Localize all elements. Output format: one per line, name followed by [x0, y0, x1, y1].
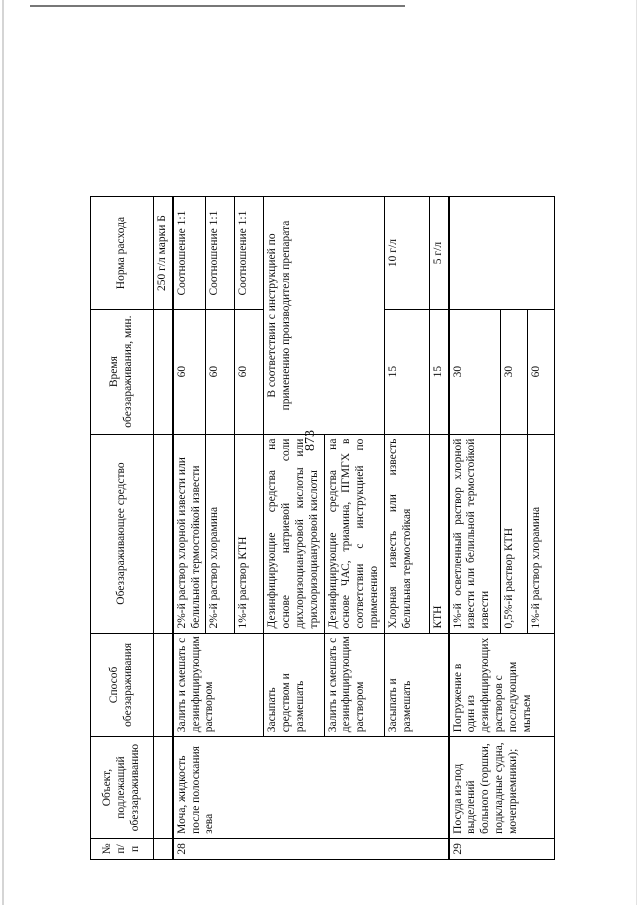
- norm-cell: Соотношение 1:1: [206, 197, 235, 309]
- time-cell: 60: [527, 309, 554, 434]
- agent-cell: Дезинфицирующие средства на основе ЧАС, триамина, ПГМГХ в соответствии с инструкцией по применению: [324, 434, 384, 633]
- norm-cell: 250 г/л марки Б: [154, 197, 173, 309]
- agent-cell: 2%-й раствор хлорамина: [206, 434, 235, 633]
- agent-cell: 2%-й раствор хлорной извести или белильной термостойкой извести: [173, 434, 206, 633]
- time-cell: 30: [500, 309, 527, 434]
- rotated-table-wrapper: [90, 80, 624, 860]
- norm-cell: Соотношение 1:1: [235, 197, 264, 309]
- top-rule: [30, 5, 405, 7]
- disinfection-table: [90, 80, 555, 860]
- time-cell: 15: [384, 309, 429, 434]
- method-cell: Погружение в один из дезинфицирующих растворов с последующим мытьем: [449, 633, 555, 737]
- table-row-28: [173, 81, 206, 860]
- method-cell: Засыпать и размешать: [384, 633, 448, 737]
- agent-cell: 1%-й раствор хлорамина: [527, 434, 554, 633]
- header-num: № п/п: [91, 838, 154, 859]
- agent-cell: 0,5%-й раствор КТН: [500, 434, 527, 633]
- agent-cell: 1%-й раствор КТН: [235, 434, 264, 633]
- header-time: Время обеззараживания, мин.: [91, 309, 154, 434]
- time-cell: 30: [449, 309, 501, 434]
- page-number: 873: [303, 430, 318, 451]
- header-norm: Норма расхода: [91, 197, 154, 309]
- object-cell: Посуда из-под выделений больного (горшки, подкладные судна, мочеприемники);: [449, 737, 555, 839]
- header-method: Способ обеззараживания: [91, 633, 154, 737]
- method-cell: Засыпать средством и размешать: [264, 633, 324, 737]
- header-object: Объект, подлежащий обеззараживанию: [91, 737, 154, 839]
- table-row-29: [449, 81, 501, 860]
- cell: [154, 737, 173, 839]
- scan-left-edge: [2, 0, 4, 905]
- header-agent: Обеззараживающее средство: [91, 434, 154, 633]
- object-cell: Моча, жидкость после полоскания зева: [173, 737, 449, 839]
- scan-right-edge: [636, 0, 637, 905]
- agent-cell: Дезинфицирующие средства на основе натриевой соли дихлоризоциануровой кислоты или трихлоризоциануровой кислоты: [264, 434, 324, 633]
- cell: [154, 838, 173, 859]
- norm-cell: Соотношение 1:1: [173, 197, 206, 309]
- norm-cell: 5 г/л: [429, 197, 448, 309]
- row-number: 28: [173, 838, 449, 859]
- instruction-cell: В соответствии с инструкцией по применению производителя препарата: [264, 197, 384, 434]
- method-cell: Залить и смешать с дезинфицирующим раствором: [173, 633, 264, 737]
- table-row: [154, 81, 173, 860]
- cell: [154, 434, 173, 633]
- time-cell: 15: [429, 309, 448, 434]
- agent-cell: Хлорная известь или известь белильная термостойкая: [384, 434, 429, 633]
- agent-cell: 1%-й осветленный раствор хлорной извести или белильной термостойкой извести: [449, 434, 501, 633]
- time-cell: 60: [235, 309, 264, 434]
- header-row: [91, 81, 154, 860]
- time-cell: 60: [206, 309, 235, 434]
- method-cell: Залить и смешать с дезинфицирующим раствором: [324, 633, 384, 737]
- norm-cell: 10 г/л: [384, 197, 429, 309]
- norm-cell: [449, 197, 555, 309]
- row-number: 29: [449, 838, 555, 859]
- agent-cell: КТН: [429, 434, 448, 633]
- cell: [154, 309, 173, 434]
- time-cell: 60: [173, 309, 206, 434]
- cell: [154, 633, 173, 737]
